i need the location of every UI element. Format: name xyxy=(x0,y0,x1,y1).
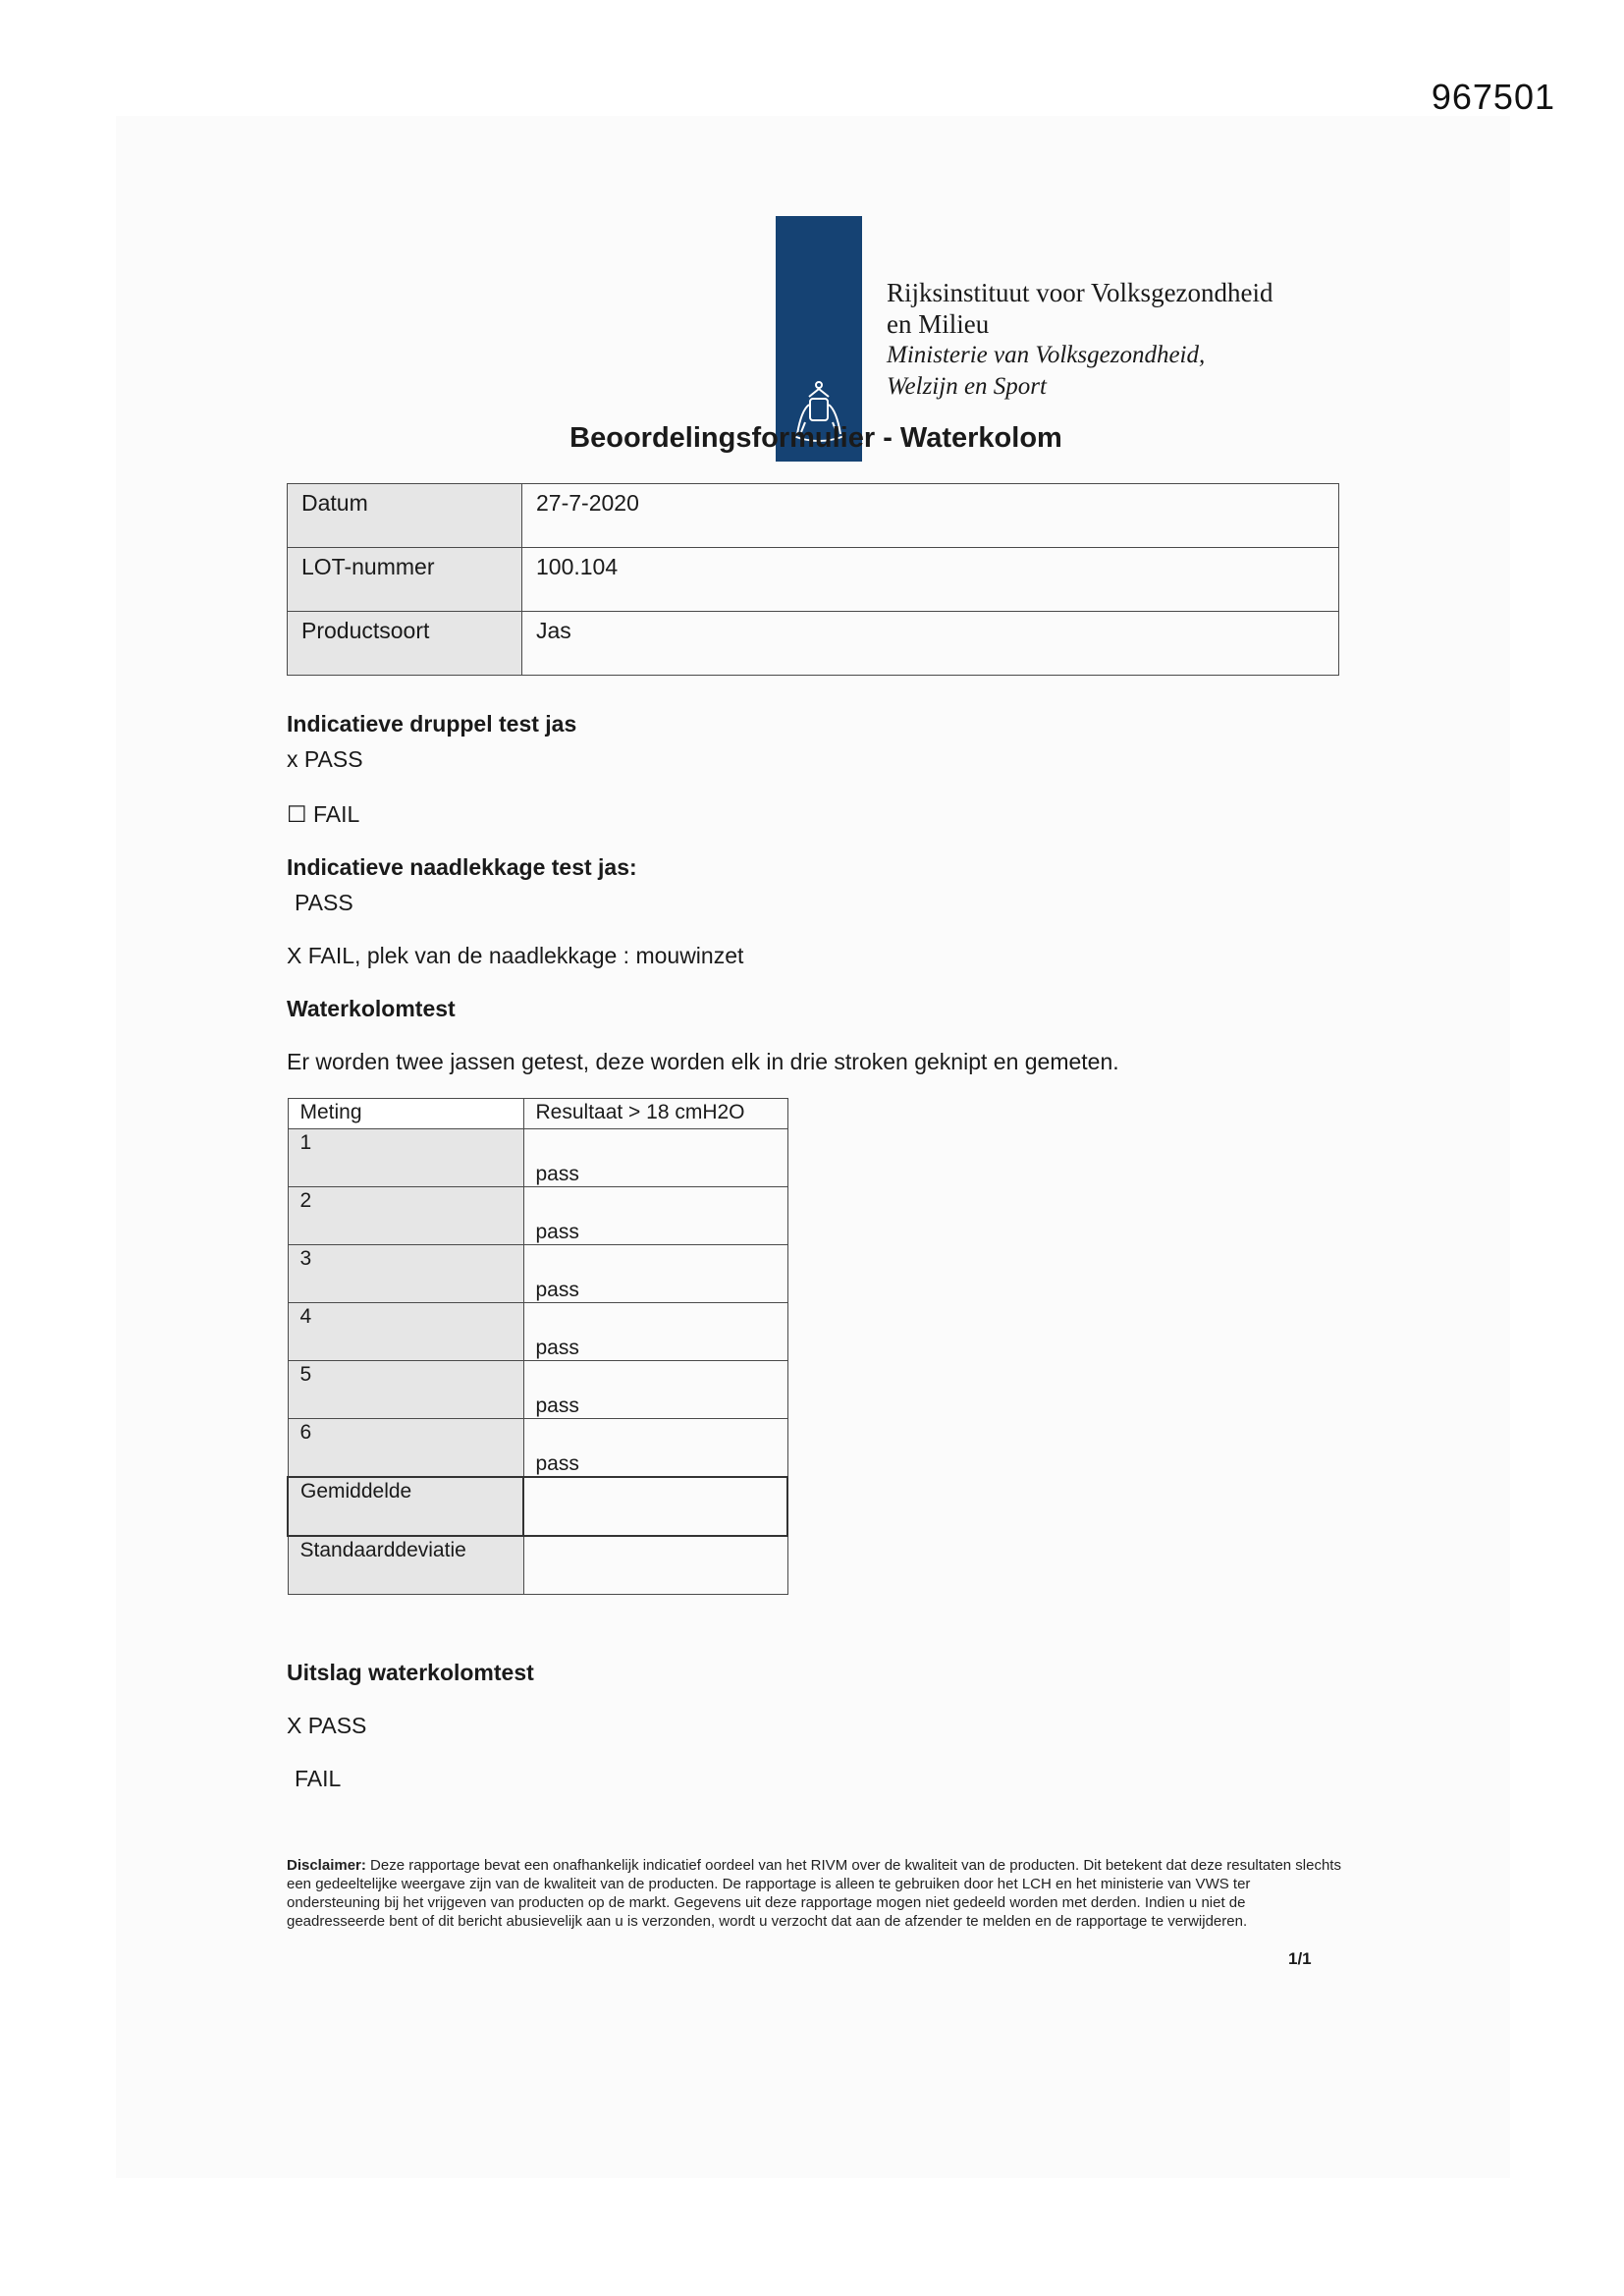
result-heading: Uitslag waterkolomtest xyxy=(287,1660,534,1685)
document-title: Beoordelingsformulier - Waterkolom xyxy=(569,422,1062,454)
drop-test-pass: x PASS xyxy=(287,746,363,772)
row-result: pass xyxy=(535,1163,579,1185)
row-result-cell xyxy=(523,1129,787,1187)
row-result: pass xyxy=(535,1221,579,1243)
info-value-datum: 27-7-2020 xyxy=(522,484,1339,548)
measurement-table xyxy=(287,1098,788,1595)
row-label: 2 xyxy=(288,1187,523,1245)
stddev-value xyxy=(523,1536,787,1595)
disclaimer-label: Disclaimer: xyxy=(287,1857,366,1874)
table-row xyxy=(288,1361,787,1419)
info-value-productsoort: Jas xyxy=(522,612,1339,676)
org-line-3: Ministerie van Volksgezondheid, xyxy=(887,342,1206,368)
drop-test-heading: Indicatieve druppel test jas xyxy=(287,711,577,737)
disclaimer-text: Deze rapportage bevat een onafhankelijk indicatief oordeel van het RIVM over de kwaliteit van de producten. Dit betekent dat deze resultaten slechts een gedeeltelijke weergave zijn van de kwaliteit van de producten. De rapportage is alleen te gebruiken door het LCH en het ministerie van VWS ter ondersteuning bij het vrijgeven van producten op de markt. Gegevens uit deze rapportage mogen niet gedeeld worden met derden. Indien u niet de geadresseerde bent of dit bericht abusievelijk aan u is verzonden, wordt u verzocht dat aan de afzender te melden en de rapportage te verwijderen. xyxy=(287,1857,1341,1930)
org-line-4: Welzijn en Sport xyxy=(887,373,1047,400)
organization-name xyxy=(887,277,1273,403)
result-fail: FAIL xyxy=(295,1766,342,1791)
row-result-cell xyxy=(523,1245,787,1303)
average-label: Gemiddelde xyxy=(288,1477,523,1536)
info-label-lot: LOT-nummer xyxy=(288,548,522,612)
disclaimer xyxy=(287,1856,1342,1931)
document-id: 967501 xyxy=(1431,77,1555,117)
row-result-cell xyxy=(523,1361,787,1419)
info-label-datum: Datum xyxy=(288,484,522,548)
row-result-cell xyxy=(523,1419,787,1478)
table-row xyxy=(288,1129,787,1187)
row-result: pass xyxy=(535,1452,579,1475)
col-header-resultaat: Resultaat > 18 cmH2O xyxy=(523,1099,787,1129)
info-value-lot: 100.104 xyxy=(522,548,1339,612)
table-header-row xyxy=(288,1099,787,1129)
water-column-heading: Waterkolomtest xyxy=(287,996,456,1021)
table-row xyxy=(288,1419,787,1478)
info-label-productsoort: Productsoort xyxy=(288,612,522,676)
table-row xyxy=(288,612,1339,676)
needle-test-heading: Indicatieve naadlekkage test jas: xyxy=(287,854,637,880)
org-line-1: Rijksinstituut voor Volksgezondheid xyxy=(887,278,1273,307)
result-pass: X PASS xyxy=(287,1713,367,1738)
row-label: 6 xyxy=(288,1419,523,1478)
table-row xyxy=(288,548,1339,612)
drop-test-fail: ☐ FAIL xyxy=(287,801,360,827)
stddev-label: Standaarddeviatie xyxy=(288,1536,523,1595)
row-result-cell xyxy=(523,1187,787,1245)
row-label: 4 xyxy=(288,1303,523,1361)
average-value xyxy=(523,1477,787,1536)
col-header-meting: Meting xyxy=(288,1099,523,1129)
row-result: pass xyxy=(535,1394,579,1417)
water-column-description: Er worden twee jassen getest, deze worden elk in drie stroken geknipt en gemeten. xyxy=(287,1049,1119,1074)
table-row xyxy=(288,1245,787,1303)
page-number: 1/1 xyxy=(1288,1949,1312,1968)
row-result: pass xyxy=(535,1279,579,1301)
row-label: 5 xyxy=(288,1361,523,1419)
row-result: pass xyxy=(535,1337,579,1359)
table-row xyxy=(288,1303,787,1361)
info-table xyxy=(287,483,1339,676)
table-row xyxy=(288,1187,787,1245)
table-row xyxy=(288,1536,787,1595)
table-row xyxy=(288,484,1339,548)
needle-test-pass: PASS xyxy=(295,890,353,915)
row-label: 3 xyxy=(288,1245,523,1303)
row-result-cell xyxy=(523,1303,787,1361)
needle-test-fail: X FAIL, plek van de naadlekkage : mouwinzet xyxy=(287,943,744,968)
table-row xyxy=(288,1477,787,1536)
org-line-2: en Milieu xyxy=(887,309,990,339)
row-label: 1 xyxy=(288,1129,523,1187)
